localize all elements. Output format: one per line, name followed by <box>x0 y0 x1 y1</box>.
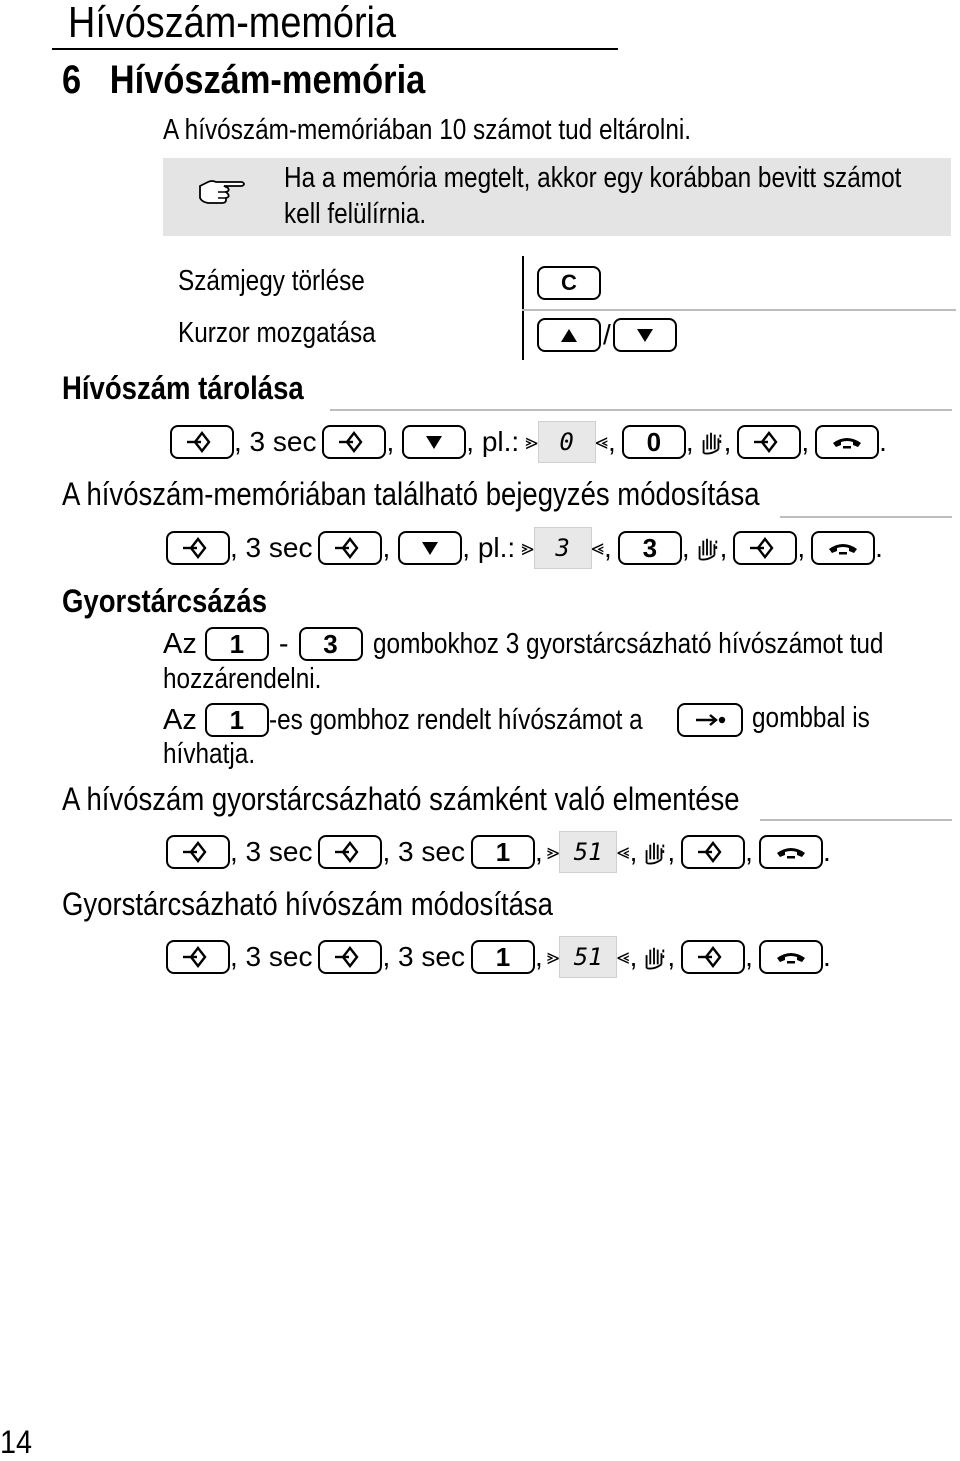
up-arrow-icon <box>556 323 582 347</box>
clear-key: C <box>537 266 601 300</box>
down-arrow-icon <box>417 536 443 560</box>
hangup-key <box>811 531 875 565</box>
hangup-key <box>759 940 823 974</box>
menu-icon <box>330 945 370 969</box>
menu-icon <box>178 945 218 969</box>
menu-key <box>681 835 745 869</box>
hangup-icon <box>827 430 867 454</box>
hand-symbol-icon <box>641 839 667 865</box>
digit-key: 3 <box>618 531 682 565</box>
section-heading <box>62 58 484 103</box>
display-right-mark-icon: ⪡ <box>595 429 609 455</box>
edit-sequence: , 3 sec , , pl.: ⪢ 3 ⪡ , 3 , , , . <box>166 528 883 568</box>
redial-key <box>677 703 743 737</box>
menu-icon <box>178 840 218 864</box>
speed-para-2-cont: hívhatja. <box>163 738 256 770</box>
display-right-mark-icon: ⪡ <box>617 944 630 970</box>
down-key <box>402 425 466 459</box>
store-rule <box>330 409 952 411</box>
hand-symbol-icon <box>694 535 720 561</box>
menu-icon <box>330 536 370 560</box>
display-value: 3 <box>534 527 592 569</box>
intro-text: A hívószám-memóriában 10 számot tud eltárolni. <box>163 114 692 146</box>
menu-key <box>733 531 797 565</box>
digit-key-3: 3 <box>299 627 363 661</box>
display-value: 51 <box>559 831 617 873</box>
down-key <box>398 531 462 565</box>
cursor-keys <box>537 318 677 352</box>
section-title: Hívószám-memória <box>109 58 426 102</box>
table-label-delete: Számjegy törlése <box>178 265 365 297</box>
menu-icon <box>330 840 370 864</box>
down-key <box>613 318 677 352</box>
display-left-mark-icon: ⪢ <box>525 429 538 455</box>
store-sequence: , 3 sec , , pl.: ⪢ 0 ⪡ , 0 , , , . <box>170 422 887 462</box>
speed-para-1-cont: hozzárendelni. <box>163 663 322 695</box>
edit-rule <box>780 516 952 518</box>
note-line-1: Ha a memória megtelt, akkor egy korábban bevitt számot <box>284 162 902 194</box>
note-line-2: kell felülírnia. <box>284 198 427 230</box>
digit-key-1: 1 <box>205 627 269 661</box>
table-row-rule <box>522 309 956 311</box>
running-header-title: Hívószám-memória <box>68 0 396 47</box>
menu-icon <box>182 430 222 454</box>
speedsave-heading: A hívószám gyorstárcsázható számként való elmentése <box>62 781 740 817</box>
speed-para-1: Az 1 - 3 gombokhoz 3 gyorstárcsázható hívószámot tud <box>163 627 883 660</box>
menu-key <box>322 425 386 459</box>
menu-key <box>737 425 801 459</box>
display-left-mark-icon: ⪢ <box>546 944 560 970</box>
hangup-icon <box>771 840 811 864</box>
header-rule <box>52 48 618 50</box>
menu-icon <box>693 945 733 969</box>
cursor-separator: / <box>603 319 611 350</box>
speededit-sequence: , 3 sec , 3 sec 1 , ⪢ 51 ⪡ , , , . <box>166 937 831 977</box>
store-heading: Hívószám tárolása <box>62 370 304 406</box>
menu-icon <box>745 536 785 560</box>
speed-heading: Gyorstárcsázás <box>62 583 268 619</box>
menu-key <box>318 940 382 974</box>
hand-symbol-icon <box>698 429 724 455</box>
digit-key-1: 1 <box>471 835 535 869</box>
table-divider <box>522 256 524 360</box>
speededit-heading: Gyorstárcsázható hívószám módosítása <box>62 886 553 922</box>
speedsave-sequence: , 3 sec , 3 sec 1 , ⪢ 51 ⪡ , , , . <box>166 832 831 872</box>
menu-key <box>318 835 382 869</box>
menu-key <box>170 425 234 459</box>
menu-icon <box>693 840 733 864</box>
digit-key: 0 <box>622 425 686 459</box>
digit-key-1: 1 <box>471 940 535 974</box>
hangup-key <box>759 835 823 869</box>
menu-icon <box>749 430 789 454</box>
speedsave-rule <box>760 819 952 821</box>
hand-symbol-icon <box>641 944 667 970</box>
section-number: 6 <box>62 58 82 102</box>
menu-key <box>166 835 230 869</box>
running-header <box>68 0 449 48</box>
menu-key <box>318 531 382 565</box>
speed-para-2: Az 1 -es gombhoz rendelt hívószámot a <box>163 703 643 736</box>
pointing-hand-icon <box>198 174 248 206</box>
display-right-mark-icon: ⪡ <box>591 535 605 561</box>
hangup-icon <box>823 536 863 560</box>
speed-para-2-tail: gombbal is <box>752 702 870 734</box>
display-left-mark-icon: ⪢ <box>546 839 560 865</box>
redial-icon <box>690 708 730 732</box>
up-key <box>537 318 601 352</box>
display-left-mark-icon: ⪢ <box>521 535 534 561</box>
menu-icon <box>334 430 374 454</box>
hangup-key <box>815 425 879 459</box>
down-arrow-icon <box>421 430 447 454</box>
display-right-mark-icon: ⪡ <box>617 839 630 865</box>
table-label-cursor: Kurzor mozgatása <box>178 317 376 349</box>
down-arrow-icon <box>632 323 658 347</box>
display-value: 0 <box>538 421 596 463</box>
edit-heading: A hívószám-memóriában található bejegyzés módosítása <box>62 476 760 512</box>
menu-key <box>681 940 745 974</box>
menu-key <box>166 531 230 565</box>
hangup-icon <box>771 945 811 969</box>
menu-icon <box>178 536 218 560</box>
digit-key-1: 1 <box>205 703 269 737</box>
display-value: 51 <box>559 936 617 978</box>
page-number: 14 <box>0 1424 33 1460</box>
menu-key <box>166 940 230 974</box>
